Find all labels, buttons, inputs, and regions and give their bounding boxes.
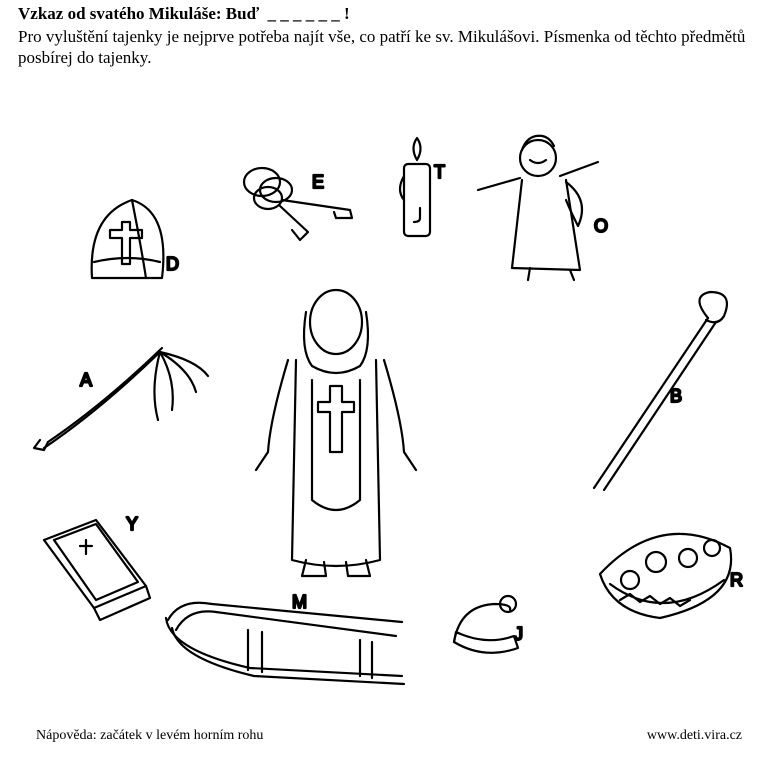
instructions-text: Pro vyluštění tajenky je nejprve potřeba najít vše, co patří ke sv. Mikulášovi. Písmenka od těchto předmětů posbírej do tajenky.: [18, 27, 746, 67]
letter-o: O: [594, 216, 609, 236]
website-link[interactable]: www.deti.vira.cz: [646, 728, 742, 743]
letter-y: Y: [126, 514, 139, 534]
letter-m: M: [292, 592, 307, 612]
angel-drawing: [478, 136, 598, 280]
sled-drawing: [166, 603, 404, 684]
letter-e: E: [312, 172, 325, 192]
hat-drawing: [454, 596, 518, 653]
rod-drawing: [34, 348, 208, 450]
letter-j: J: [514, 624, 523, 644]
letter-b: B: [670, 386, 683, 406]
keys-drawing: [244, 168, 352, 240]
hint-text: Nápověda: začátek v levém horním rohu: [36, 728, 264, 743]
basket-drawing: [600, 534, 731, 618]
letter-r: R: [730, 570, 743, 590]
letter-a: A: [80, 370, 93, 390]
saint-nicholas-drawing: [256, 290, 416, 576]
candle-drawing: [400, 138, 430, 236]
letter-t: T: [434, 162, 445, 182]
letter-d: D: [166, 254, 179, 274]
bible-drawing: [44, 520, 150, 620]
mitre-drawing: [92, 200, 164, 278]
crozier-drawing: [594, 292, 727, 490]
page-title: Vzkaz od svatého Mikuláše: Buď _ _ _ _ _ _ !: [18, 4, 350, 23]
